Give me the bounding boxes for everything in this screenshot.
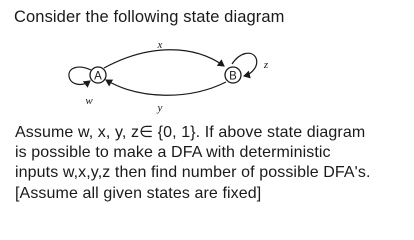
label-w: w [85, 95, 93, 107]
question-line-2: is possible to make a DFA with deterministic [15, 144, 331, 162]
transition-a-to-b [104, 50, 224, 68]
label-x: x [157, 39, 163, 51]
question-line-1: Assume w, x, y, z∈ {0, 1}. If above state diagram [15, 124, 366, 141]
label-y: y [157, 102, 163, 114]
transition-b-to-a [106, 80, 226, 95]
state-a-label: A [94, 70, 102, 83]
question-line-3: inputs w,x,y,z then find number of possible DFA's. [15, 164, 371, 182]
question-line-4: [Assume all given states are fixed] [15, 184, 262, 202]
question-title: Consider the following state diagram [14, 8, 285, 26]
label-z: z [263, 59, 269, 71]
state-b-label: B [229, 70, 237, 83]
question-body [15, 123, 405, 204]
self-loop-a [69, 67, 91, 84]
